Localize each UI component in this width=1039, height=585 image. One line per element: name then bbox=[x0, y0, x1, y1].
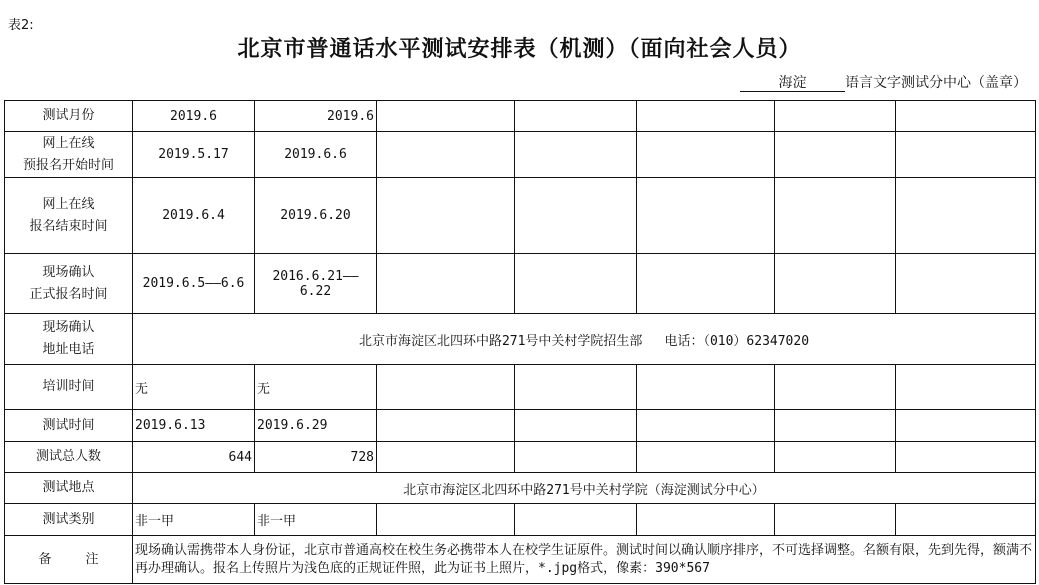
confirm-phone: 电话：（010）62347020 bbox=[664, 333, 810, 349]
table-row-reg-end bbox=[5, 178, 1036, 254]
table-row-onsite-confirm bbox=[5, 254, 1036, 314]
schedule-table bbox=[4, 100, 1036, 584]
cell-session-2: 728 bbox=[255, 442, 377, 473]
test-center-line bbox=[740, 72, 1027, 92]
test-location-cell: 北京市海淀区北四环中路271号中关村学院（海淀测试分中心） bbox=[133, 473, 1036, 504]
cell-session-2: 无 bbox=[255, 365, 377, 410]
page-title: 北京市普通话水平测试安排表（机测）（面向社会人员） bbox=[237, 36, 802, 62]
table-row-prereg-start bbox=[5, 132, 1036, 178]
cell-session-2: 非一甲 bbox=[255, 504, 377, 536]
cell-session-1: 644 bbox=[133, 442, 255, 473]
cell-empty bbox=[637, 178, 775, 254]
cell-empty bbox=[896, 254, 1036, 314]
cell-empty bbox=[377, 410, 515, 442]
cell-empty bbox=[637, 410, 775, 442]
cell-empty bbox=[377, 504, 515, 536]
cell-empty bbox=[637, 254, 775, 314]
cell-session-1: 无 bbox=[133, 365, 255, 410]
cell-empty bbox=[775, 254, 896, 314]
cell-session-1: 2019.5.17 bbox=[133, 132, 255, 178]
cell-empty bbox=[515, 410, 637, 442]
table-row-test-category bbox=[5, 504, 1036, 536]
district-name: 海淀 bbox=[740, 75, 845, 92]
cell-empty bbox=[515, 132, 637, 178]
cell-empty bbox=[775, 365, 896, 410]
remarks-line-2: 再办理确认。报名上传照片为浅色底的正规证件照，此为证书上照片，*.jpg格式，像素：390*567 bbox=[135, 560, 710, 576]
cell-empty bbox=[775, 132, 896, 178]
row-label: 培训时间 bbox=[5, 365, 133, 410]
cell-empty bbox=[896, 132, 1036, 178]
cell-empty bbox=[637, 101, 775, 132]
cell-empty bbox=[775, 504, 896, 536]
row-label: 测试类别 bbox=[5, 504, 133, 536]
cell-empty bbox=[896, 365, 1036, 410]
cell-empty bbox=[637, 365, 775, 410]
cell-session-2: 2016.6.21——6.22 bbox=[255, 254, 377, 314]
cell-session-2: 2019.6.29 bbox=[255, 410, 377, 442]
cell-empty bbox=[637, 132, 775, 178]
row-label: 测试地点 bbox=[5, 473, 133, 504]
cell-empty bbox=[377, 442, 515, 473]
cell-session-2: 2019.6.20 bbox=[255, 178, 377, 254]
address-phone-cell bbox=[133, 314, 1036, 365]
cell-empty bbox=[896, 442, 1036, 473]
cell-empty bbox=[377, 365, 515, 410]
cell-session-1: 2019.6 bbox=[133, 101, 255, 132]
cell-empty bbox=[775, 442, 896, 473]
table-row-address-phone bbox=[5, 314, 1036, 365]
table-row-total-examinees bbox=[5, 442, 1036, 473]
cell-session-1: 2019.6.5——6.6 bbox=[133, 254, 255, 314]
cell-empty bbox=[515, 178, 637, 254]
cell-empty bbox=[775, 178, 896, 254]
cell-empty bbox=[515, 254, 637, 314]
cell-empty bbox=[637, 442, 775, 473]
row-label: 测试月份 bbox=[5, 101, 133, 132]
table-row-test-month bbox=[5, 101, 1036, 132]
cell-empty bbox=[377, 132, 515, 178]
cell-empty bbox=[515, 365, 637, 410]
row-label: 现场确认 地址电话 bbox=[5, 314, 133, 365]
cell-empty bbox=[637, 504, 775, 536]
cell-empty bbox=[377, 101, 515, 132]
cell-empty bbox=[515, 101, 637, 132]
cell-empty bbox=[775, 101, 896, 132]
table-row-training-time bbox=[5, 365, 1036, 410]
table-row-remarks bbox=[5, 536, 1036, 584]
row-label: 测试时间 bbox=[5, 410, 133, 442]
cell-empty bbox=[896, 504, 1036, 536]
confirm-address: 北京市海淀区北四环中路271号中关村学院招生部 bbox=[358, 333, 643, 349]
cell-session-1: 2019.6.13 bbox=[133, 410, 255, 442]
cell-session-2: 2019.6 bbox=[255, 101, 377, 132]
remarks-line-1: 现场确认需携带本人身份证，北京市普通高校在校生务必携带本人在校学生证原件。测试时间以确认顺序排序，不可选择调整。名额有限，先到先得，额满不 bbox=[135, 542, 1033, 558]
cell-empty bbox=[896, 101, 1036, 132]
cell-session-1: 非一甲 bbox=[133, 504, 255, 536]
cell-empty bbox=[377, 178, 515, 254]
cell-empty bbox=[775, 410, 896, 442]
row-label: 现场确认 正式报名时间 bbox=[5, 254, 133, 314]
center-suffix: 语言文字测试分中心（盖章） bbox=[845, 75, 1027, 91]
table-row-test-date bbox=[5, 410, 1036, 442]
remarks-cell bbox=[133, 536, 1036, 584]
row-label: 网上在线 报名结束时间 bbox=[5, 178, 133, 254]
cell-empty bbox=[515, 504, 637, 536]
table-row-test-location bbox=[5, 473, 1036, 504]
cell-empty bbox=[515, 442, 637, 473]
cell-session-1: 2019.6.4 bbox=[133, 178, 255, 254]
table-number-label: 表2: bbox=[8, 18, 34, 33]
cell-session-2: 2019.6.6 bbox=[255, 132, 377, 178]
cell-empty bbox=[896, 410, 1036, 442]
row-label: 网上在线 预报名开始时间 bbox=[5, 132, 133, 178]
cell-empty bbox=[896, 178, 1036, 254]
row-label: 备 注 bbox=[5, 536, 133, 584]
row-label: 测试总人数 bbox=[5, 442, 133, 473]
cell-empty bbox=[377, 254, 515, 314]
